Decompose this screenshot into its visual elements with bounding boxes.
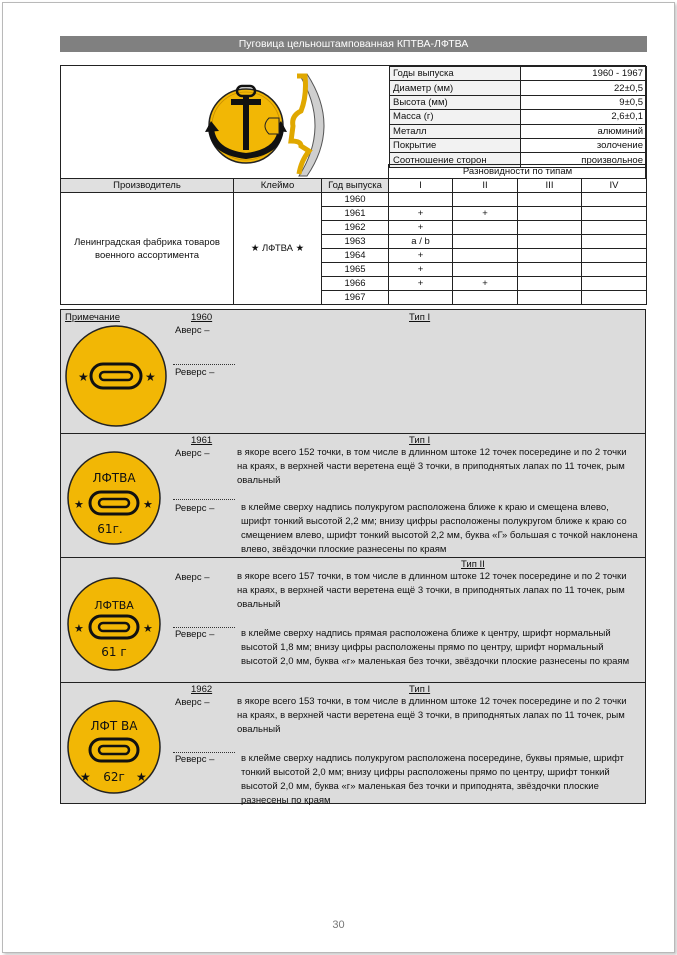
note-type: Тип I (409, 435, 431, 446)
type-cell (582, 263, 647, 277)
coin-top-text: ЛФТВА (94, 599, 134, 612)
type-cell (453, 221, 518, 235)
type-cell (518, 277, 582, 291)
type-cell (518, 249, 582, 263)
year-cell: 1964 (322, 249, 389, 263)
note-section (61, 433, 645, 557)
type-cell (518, 291, 582, 305)
spec-row (390, 81, 647, 95)
note-type: Тип I (409, 684, 431, 695)
year-cell: 1960 (322, 193, 389, 207)
type-cell (453, 193, 518, 207)
type-cell (582, 193, 647, 207)
button-reverse-image (64, 572, 168, 676)
note-year: 1962 (191, 684, 213, 695)
avers-description: в якоре всего 153 точки, в том числе в длинном штоке 12 точек посередине и по 2 точки на краях, в верхней части веретена ещё 3 точки, в приподнятых лапах по 11 точек, рым овальный (237, 696, 627, 735)
page-number: 30 (332, 919, 345, 931)
revers-description: в клейме сверху надпись полукругом расположена посередине, буквы прямые, шрифт тонкий высотой 2,0 мм; внизу цифры расположены прямо по центру, шрифт тонкий высотой 2,0 мм, буква «г» маленькая без точки и приподнята, звёздочки плоские разнесены по краям (241, 753, 624, 806)
year-cell: 1961 (322, 207, 389, 221)
revers-description: в клейме сверху надпись полукругом расположена ближе к краю и смещена влево, шрифт тонкий высотой 2,2 мм; внизу цифры расположены полукругом ближе к краю со смещением влево, шрифт тонкий высотой 2,2 мм, буква «Г» большая с точкой наклонена влево, звёздочки плоские разнесены по краям (241, 502, 638, 555)
column-header: III (518, 179, 582, 193)
note-year: 1961 (191, 435, 213, 446)
type-cell: + (389, 249, 453, 263)
revers-label: Реверс – (175, 754, 215, 765)
spec-table (389, 66, 647, 168)
spec-row (390, 67, 647, 81)
note-type: Тип II (461, 559, 485, 570)
type-cell: + (389, 207, 453, 221)
svg-text:★: ★ (145, 370, 156, 384)
spec-key: Металл (390, 124, 521, 138)
spec-key: Покрытие (390, 138, 521, 152)
year-cell: 1966 (322, 277, 389, 291)
table-row (61, 193, 647, 207)
type-cell (453, 291, 518, 305)
variants-header: Разновидности по типам (389, 165, 647, 179)
type-cell (389, 193, 453, 207)
svg-text:★: ★ (143, 622, 153, 635)
year-cell: 1967 (322, 291, 389, 305)
manufacturer-cell: Ленинградская фабрика товаров военного ассортимента (61, 193, 234, 305)
button-front-and-side-image (61, 66, 389, 179)
button-reverse-image (64, 695, 168, 799)
avers-label: Аверс – (175, 572, 210, 583)
table-header-row (61, 179, 647, 193)
type-cell (582, 221, 647, 235)
svg-text:★: ★ (74, 622, 84, 635)
spec-value: 22±0,5 (521, 81, 647, 95)
type-cell (582, 249, 647, 263)
spec-value: 2,6±0,1 (521, 110, 647, 124)
spec-key: Высота (мм) (390, 95, 521, 109)
spec-key: Диаметр (мм) (390, 81, 521, 95)
separator (173, 752, 235, 753)
type-cell (518, 207, 582, 221)
note-year: 1960 (191, 312, 213, 323)
spec-value: произвольное (521, 153, 647, 167)
year-cell: 1965 (322, 263, 389, 277)
avers-description: в якоре всего 152 точки, в том числе в длинном штоке 12 точек посередине и по 2 точки на краях, в верхней части веретена ещё 3 точки, в приподнятых лапах по 11 точек, рым овальный (237, 447, 627, 486)
button-reverse-image (64, 324, 168, 428)
type-cell: + (389, 277, 453, 291)
button-reverse-image (64, 446, 168, 550)
spec-value: 9±0,5 (521, 95, 647, 109)
column-header: Производитель (61, 179, 234, 193)
type-cell: + (389, 221, 453, 235)
svg-text:★: ★ (136, 770, 147, 784)
separator (173, 364, 235, 365)
column-header: I (389, 179, 453, 193)
type-cell (518, 235, 582, 249)
revers-label: Реверс – (175, 629, 215, 640)
coin-top-text: ЛФТ ВА (90, 719, 138, 733)
type-cell (582, 235, 647, 249)
svg-text:★: ★ (143, 498, 153, 511)
type-cell (518, 221, 582, 235)
type-cell: a / b (389, 235, 453, 249)
spec-key: Годы выпуска (390, 67, 521, 81)
coin-bottom-text: 62г (103, 770, 125, 784)
coin-bottom-text: 61г. (97, 522, 123, 536)
revers-label: Реверс – (175, 367, 215, 378)
spec-row (390, 110, 647, 124)
spec-row (390, 95, 647, 109)
svg-text:★: ★ (80, 770, 91, 784)
separator (173, 499, 235, 500)
spec-key: Соотношение сторон (390, 153, 521, 167)
spec-row (390, 138, 647, 152)
spec-value: 1960 - 1967 (521, 67, 647, 81)
coin-bottom-text: 61 г (101, 645, 127, 659)
avers-label: Аверс – (175, 697, 210, 708)
type-cell (582, 291, 647, 305)
column-header: IV (582, 179, 647, 193)
avers-description: в якоре всего 157 точки, в том числе в длинном штоке 12 точек посередине и по 2 точки на краях, в верхней части веретена ещё 3 точки, в приподнятых лапах по 11 точек, рым овальный (237, 571, 627, 610)
type-cell (453, 263, 518, 277)
svg-text:★: ★ (74, 498, 84, 511)
spec-key: Масса (г) (390, 110, 521, 124)
revers-label: Реверс – (175, 503, 215, 514)
note-section (61, 309, 645, 433)
note-section (61, 682, 645, 806)
notes-label: Примечание (65, 312, 120, 323)
top-block (60, 65, 646, 178)
year-cell: 1962 (322, 221, 389, 235)
avers-label: Аверс – (175, 325, 210, 336)
type-cell (389, 291, 453, 305)
type-cell (453, 235, 518, 249)
type-cell (453, 249, 518, 263)
avers-label: Аверс – (175, 448, 210, 459)
type-cell (518, 263, 582, 277)
type-cell (582, 207, 647, 221)
button-images (61, 66, 389, 179)
type-cell: + (389, 263, 453, 277)
year-cell: 1963 (322, 235, 389, 249)
production-table (60, 164, 647, 305)
revers-description: в клейме сверху надпись прямая расположена ближе к центру, шрифт нормальный высотой 1,8 мм; внизу цифры расположены прямо по центру, шрифт нормальный высотой 2,0 мм, буква «г» маленькая без точки, звёздочки плоские разнесены по краям (241, 628, 630, 667)
column-header: Год выпуска (322, 179, 389, 193)
spec-value: алюминий (521, 124, 647, 138)
notes-section (60, 309, 646, 804)
coin-top-text: ЛФТВА (92, 471, 136, 485)
type-cell (518, 193, 582, 207)
svg-text:★: ★ (78, 370, 89, 384)
type-cell (582, 277, 647, 291)
column-header: II (453, 179, 518, 193)
document-title: Пуговица цельноштампованная КПТВА-ЛФТВА (60, 36, 647, 52)
spec-row (390, 124, 647, 138)
column-header: Клеймо (234, 179, 322, 193)
spec-value: золочение (521, 138, 647, 152)
mark-cell: ★ ЛФТВА ★ (234, 193, 322, 305)
note-section (61, 557, 645, 682)
separator (173, 627, 235, 628)
type-cell: + (453, 207, 518, 221)
note-type: Тип I (409, 312, 431, 323)
button-side-profile-image (265, 74, 324, 176)
type-cell: + (453, 277, 518, 291)
